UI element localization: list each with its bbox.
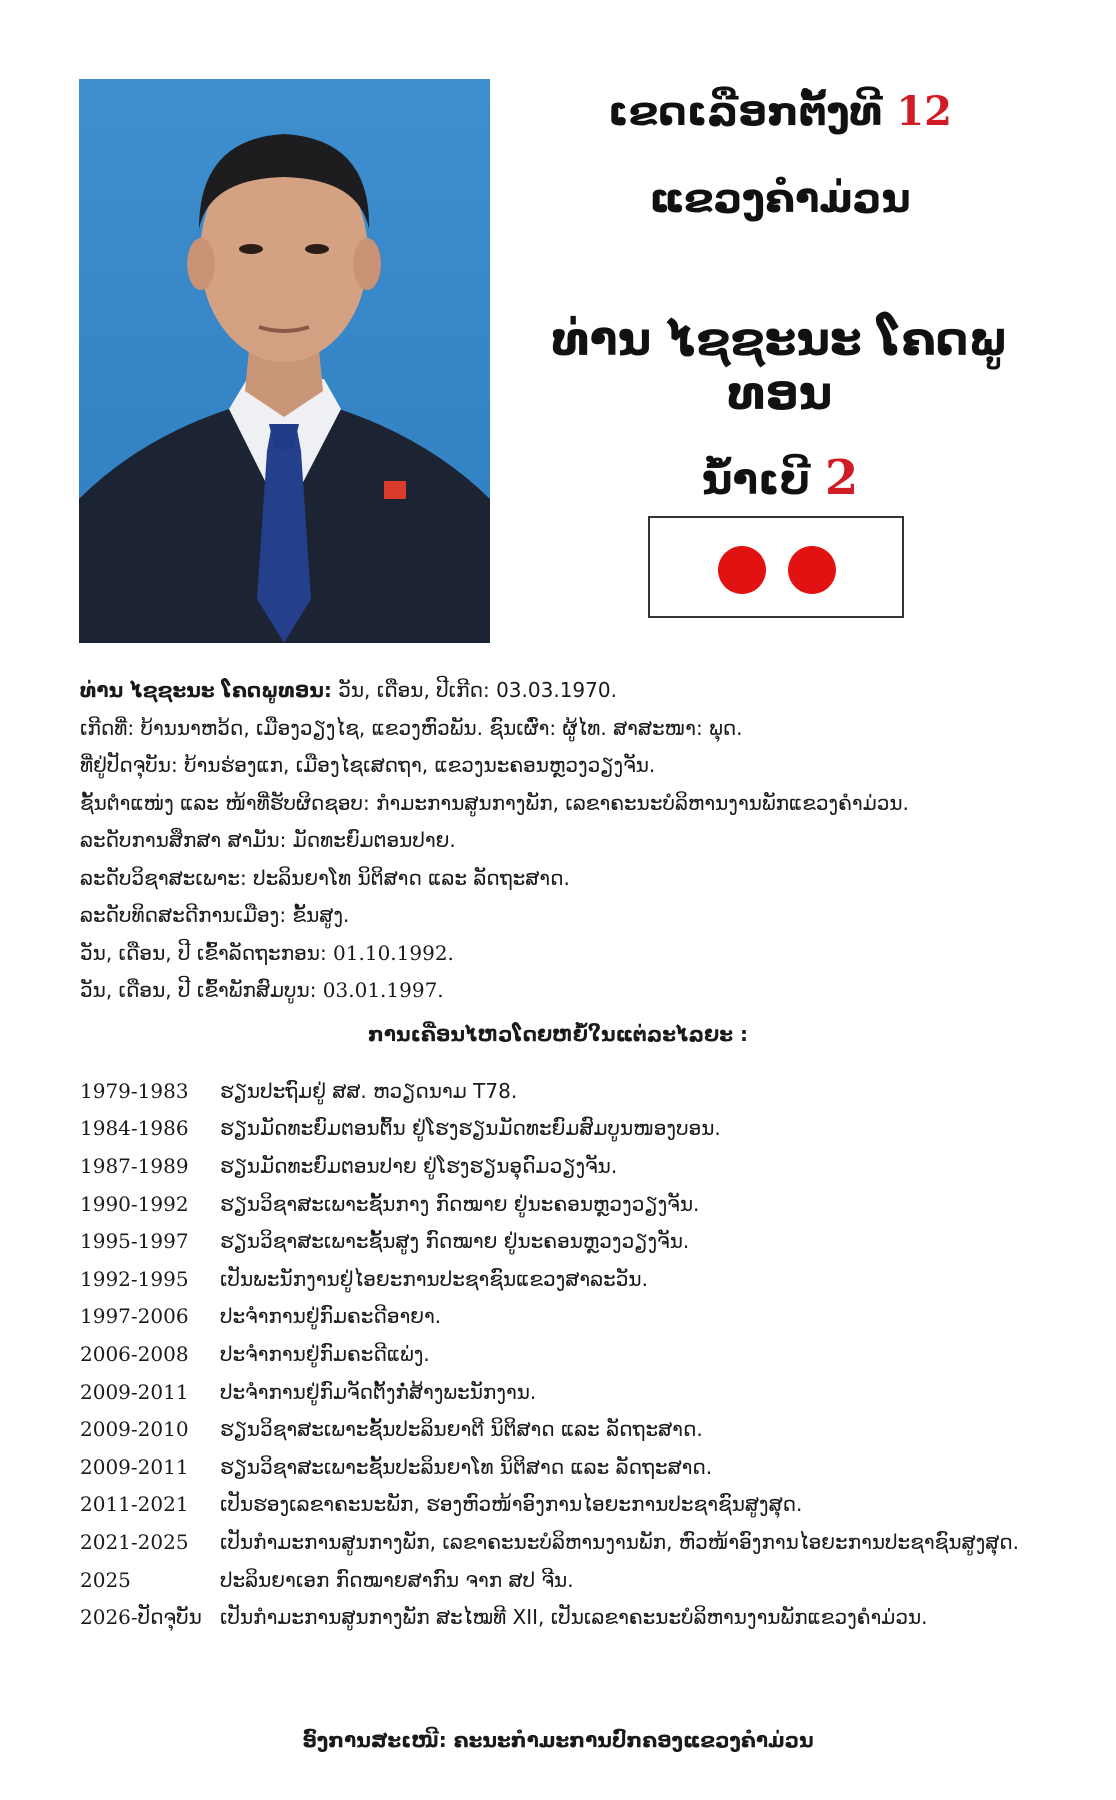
proposing-organization: ອົງການສະເໜີ: ຄະນະກໍາມະການປົກຄອງແຂວງຄໍາມ່ວນ (302, 1728, 814, 1752)
info-name-dob (80, 672, 1060, 710)
timeline-row: 2011-2021 ເປັນຮອງເລຂາຄະນະພັກ, ຮອງຫົວໜ້າອົງການໄອຍະການປະຊາຊົນສູງສຸດ. (80, 1492, 803, 1517)
info-dob: ວັນ, ເດືອນ, ປີເກີດ: 03.03.1970. (331, 678, 617, 702)
info-specialized-education: ລະດັບວິຊາສະເພາະ: ປະລິນຍາໂທ ນິຕິສາດ ແລະ ລັດຖະສາດ. (80, 865, 570, 890)
ballot-symbol-box (648, 516, 904, 618)
timeline-row: 2009-2011 ຮຽນວິຊາສະເພາະຊັ້ນປະລິນຍາໂທ ນິຕິສາດ ແລະ ລັດຖະສາດ. (80, 1454, 713, 1479)
timeline-row: 1984-1986 ຮຽນມັດທະຍົມຕອນຕົ້ນ ຢູ່ໂຮງຮຽນມັດທະຍົມສົມບູນໜອງບອນ. (80, 1116, 721, 1141)
timeline-row: 2026-ປັດຈຸບັນ ເປັນກໍາມະການສູນກາງພັກ ສະໄໝທີ XII, ເປັນເລຂາຄະນະບໍລິຫານງານພັກແຂວງຄໍາມ່ວນ. (80, 1605, 928, 1630)
timeline-row: 1997-2006 ປະຈໍາການຢູ່ກົມຄະດີອາຍາ. (80, 1304, 442, 1329)
info-name-label: ທ່ານ ໄຊຊະນະ ໂຄດພູທອນ: (80, 678, 332, 702)
info-general-education: ລະດັບການສຶກສາ ສາມັນ: ມັດທະຍົມຕອນປາຍ. (80, 828, 456, 852)
timeline-row: 2009-2011 ປະຈໍາການຢູ່ກົມຈັດຕັ້ງກໍ່ສ້າງພະນັກງານ. (80, 1379, 537, 1404)
info-birthplace: ເກີດທີ່: ບ້ານນາຫວ້ດ, ເມືອງວຽງໄຊ, ແຂວງຫົວພັນ. ຊົນເຜົ່າ: ຜູ້ໄທ. ສາສະໜາ: ພຸດ. (80, 715, 743, 740)
ballot-dot-1 (718, 546, 766, 594)
candidate-name: ທ່ານ ໄຊຊະນະ ໂຄດພູທອນ (551, 312, 1009, 420)
timeline-row: 1979-1983 ຮຽນປະຖົມຢູ່ ສສ. ຫວຽດນາມ T78. (80, 1078, 518, 1103)
timeline-row: 1987-1989 ຮຽນມັດທະຍົມຕອນປາຍ ຢູ່ໂຮງຮຽນອຸດົມວຽງຈັນ. (80, 1153, 618, 1178)
info-political-theory: ລະດັບທິດສະດີການເມືອງ: ຂັ້ນສູງ. (80, 903, 350, 927)
timeline-row: 2025 ປະລິນຍາເອກ ກົດໝາຍສາກົນ ຈາກ ສປ ຈີນ. (80, 1567, 574, 1592)
timeline (80, 1072, 1080, 1636)
timeline-row: 2009-2010 ຮຽນວິຊາສະເພາະຊັ້ນປະລິນຍາຕີ ນິຕິສາດ ແລະ ລັດຖະສາດ. (80, 1417, 703, 1442)
timeline-title: ການເຄື່ອນໄຫວໂດຍຫຍໍ້ໃນແຕ່ລະໄລຍະ : (367, 1022, 748, 1046)
timeline-row: 1995-1997 ຮຽນວິຊາສະເພາະຊັ້ນສູງ ກົດໝາຍ ຢູ່ນະຄອນຫຼວງວຽງຈັນ. (80, 1229, 690, 1254)
timeline-row: 1990-1992 ຮຽນວິຊາສະເພາະຊັ້ນກາງ ກົດໝາຍ ຢູ່ນະຄອນຫຼວງວຽງຈັນ. (80, 1191, 700, 1216)
info-civil-service-date: ວັນ, ເດືອນ, ປີ ເຂົ້າລັດຖະກອນ: 01.10.1992. (80, 940, 454, 965)
province-heading: ແຂວງຄໍາມ່ວນ (649, 176, 911, 222)
info-residence: ທີ່ຢູ່ປັດຈຸບັນ: ບ້ານຮ່ອງແກ, ເມືອງໄຊເສດຖາ, ແຂວງນະຄອນຫຼວງວຽງຈັນ. (80, 753, 656, 777)
timeline-row: 1992-1995 ເປັນພະນັກງານຢູ່ໄອຍະການປະຊາຊົນແຂວງສາລະວັນ. (80, 1266, 648, 1291)
constituency-label: ເຂດເລືອກຕັ້ງທີ (608, 89, 883, 135)
timeline-row: 2006-2008 ປະຈໍາການຢູ່ກົມຄະດີແພ່ງ. (80, 1341, 430, 1366)
ballot-label: ນໍ້າເບີ (701, 455, 811, 504)
candidate-info (80, 672, 1060, 1010)
constituency-heading (520, 88, 1040, 135)
timeline-row: 2021-2025 ເປັນກໍາມະການສູນກາງພັກ, ເລຂາຄະນະບໍລິຫານງານພັກ, ຫົວໜ້າອົງການໄອຍະການປະຊາຊົນສູງສຸດ. (80, 1529, 1020, 1554)
candidate-photo (79, 79, 490, 643)
ballot-heading (520, 450, 1040, 506)
info-party-date: ວັນ, ເດືອນ, ປີ ເຂົ້າພັກສົມບູນ: 03.01.1997. (80, 978, 444, 1002)
info-position: ຊັ້ນຕໍາແໜ່ງ ແລະ ໜ້າທີ່ຮັບຜິດຊອບ: ກໍາມະການສູນກາງພັກ, ເລຂາຄະນະບໍລິຫານງານພັກແຂວງຄໍາມ່ວນ. (80, 790, 909, 815)
constituency-number: 12 (896, 88, 952, 135)
ballot-dot-2 (788, 546, 836, 594)
ballot-number: 2 (824, 450, 859, 506)
